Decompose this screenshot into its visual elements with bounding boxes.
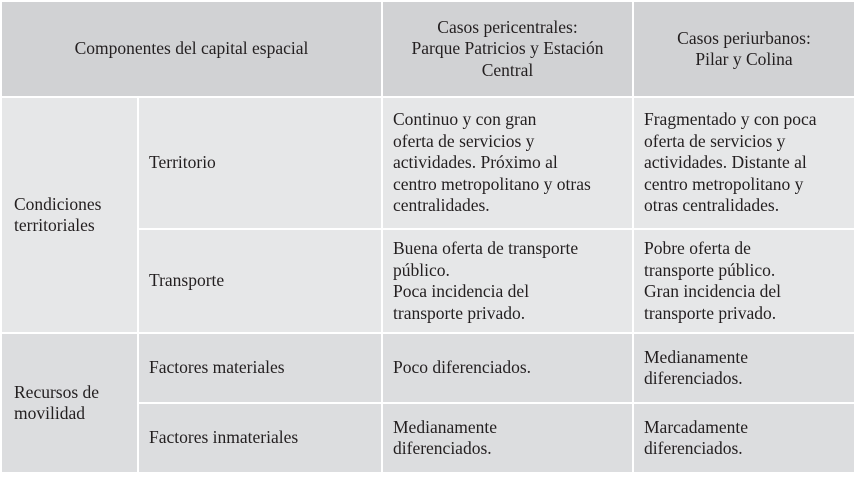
component-territorio: Territorio: [138, 97, 382, 229]
component-factores-materiales: Factores materiales: [138, 333, 382, 403]
table-row: [1, 97, 855, 229]
cell-periurban-transporte: Pobre oferta de transporte público. Gran incidencia del transporte privado.: [633, 229, 855, 333]
cell-pericentral-factores-materiales: Poco diferenciados.: [382, 333, 633, 403]
cell-pericentral-transporte: Buena oferta de transporte público. Poca incidencia del transporte privado.: [382, 229, 633, 333]
cell-periurban-factores-materiales: Medianamente diferenciados.: [633, 333, 855, 403]
cell-periurban-territorio: Fragmentado y con poca oferta de servicios y actividades. Distante al centro metropolitano y otras centralidades.: [633, 97, 855, 229]
group-label-mobility-resources: Recursos de movilidad: [1, 333, 138, 473]
group-label-territorial-conditions: Condiciones territoriales: [1, 97, 138, 333]
header-periurban: Casos periurbanos: Pilar y Colina: [633, 1, 855, 97]
cell-pericentral-factores-inmateriales: Medianamente diferenciados.: [382, 403, 633, 473]
component-factores-inmateriales: Factores inmateriales: [138, 403, 382, 473]
header-row: [1, 1, 855, 97]
table-row: [1, 333, 855, 403]
header-components: Componentes del capital espacial: [1, 1, 382, 97]
cell-pericentral-territorio: Continuo y con gran oferta de servicios y actividades. Próximo al centro metropolitano y otras centralidades.: [382, 97, 633, 229]
cell-periurban-factores-inmateriales: Marcadamente diferenciados.: [633, 403, 855, 473]
component-transporte: Transporte: [138, 229, 382, 333]
header-pericentral: Casos pericentrales: Parque Patricios y Estación Central: [382, 1, 633, 97]
